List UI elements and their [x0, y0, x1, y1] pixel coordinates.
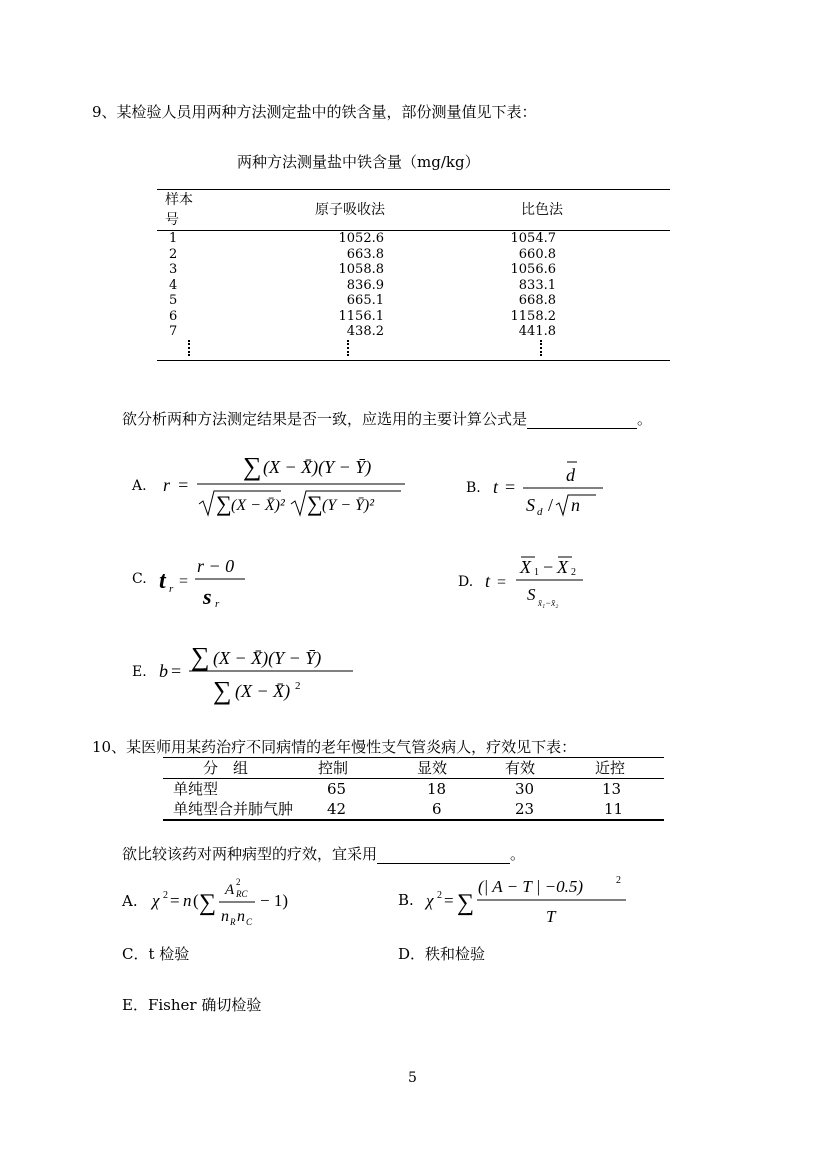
cell-effective: 30 — [515, 780, 535, 798]
svg-text:X: X — [520, 557, 532, 577]
answer-blank[interactable] — [377, 845, 510, 864]
svg-text:A: A — [224, 882, 234, 898]
cell-near-control: 11 — [571, 799, 664, 820]
svg-text:=: = — [497, 574, 507, 591]
cell-group: 单纯型合并肺气肿 — [163, 799, 313, 820]
svg-text:=: = — [504, 477, 515, 497]
cell-colorimetric: 660.8 — [518, 246, 556, 262]
option-label: C. — [132, 571, 147, 587]
cell-aas: 1058.8 — [338, 262, 384, 277]
svg-text:2: 2 — [615, 875, 621, 886]
option-label: E. — [132, 664, 147, 680]
question-9-prompt — [122, 408, 652, 429]
svg-text:(X − X̄)(Y − Ȳ): (X − X̄)(Y − Ȳ) — [262, 456, 371, 477]
q10-option-d[interactable]: D．秩和检验 — [398, 945, 486, 963]
cell-sample: 2 — [169, 246, 178, 262]
svg-text:n: n — [220, 908, 229, 925]
two-sample-t-formula-graphic — [483, 551, 603, 613]
svg-text:S: S — [527, 585, 536, 604]
question-text: 欲分析两种方法测定结果是否一致，应选用的主要计算公式是 — [122, 410, 528, 428]
svg-text:r: r — [168, 583, 173, 595]
option-label: D. — [458, 574, 474, 590]
table-header-row — [157, 190, 670, 231]
answer-blank[interactable] — [527, 410, 637, 429]
header-marked: 显效 — [399, 758, 485, 779]
q10-option-b[interactable] — [398, 870, 640, 930]
header-sample: 样本号 — [157, 190, 197, 231]
svg-text:RC: RC — [235, 889, 248, 899]
svg-text:(: ( — [192, 891, 199, 910]
svg-text:(X − X̄): (X − X̄) — [234, 681, 290, 701]
table-row — [157, 278, 670, 294]
efficacy-table — [163, 757, 664, 821]
svg-text:R: R — [229, 917, 236, 927]
cell-aas: 665.1 — [346, 293, 384, 308]
svg-text:2: 2 — [571, 567, 577, 578]
page-number: 5 — [408, 1070, 417, 1086]
paired-t-formula-graphic — [491, 455, 611, 521]
table-caption: 两种方法测量盐中铁含量（mg/kg） — [237, 153, 480, 171]
cell-control: 42 — [313, 799, 399, 820]
option-label: B. — [398, 891, 414, 909]
table-row — [157, 247, 670, 263]
cell-aas: 836.9 — [346, 277, 384, 293]
svg-text:d: d — [536, 506, 543, 518]
svg-text:1: 1 — [534, 567, 540, 578]
svg-text:(| A − T | −0.5): (| A − T | −0.5) — [477, 877, 583, 896]
svg-text:∑: ∑ — [306, 490, 323, 516]
cell-colorimetric: 1158.2 — [510, 308, 556, 324]
vertical-ellipsis-icon — [347, 340, 351, 356]
svg-text:t: t — [485, 571, 491, 591]
svg-text:2: 2 — [436, 890, 442, 901]
question-text: 欲比较该药对两种病型的疗效，宜采用 — [122, 845, 378, 863]
svg-text:=: = — [170, 661, 181, 681]
chi-square-rxc-formula-graphic — [146, 872, 346, 930]
q9-option-b[interactable] — [466, 453, 611, 523]
svg-text:x̄₁−x̄₂: x̄₁−x̄₂ — [538, 598, 559, 608]
svg-text:r: r — [214, 598, 219, 610]
svg-text:=: = — [443, 891, 454, 910]
table-row — [163, 799, 664, 820]
svg-text:t: t — [492, 477, 498, 497]
svg-text:−: − — [543, 557, 554, 577]
option-label: B. — [466, 480, 481, 496]
cell-colorimetric: 1056.6 — [510, 262, 556, 277]
cell-group: 单纯型 — [173, 780, 219, 798]
table-ellipsis-row — [157, 340, 670, 361]
correlation-t-formula-graphic — [157, 548, 267, 610]
svg-text:=: = — [176, 474, 189, 495]
table-row — [157, 324, 670, 340]
cell-marked: 6 — [399, 799, 485, 820]
cell-control: 65 — [327, 780, 347, 798]
option-label: A. — [132, 478, 147, 494]
cell-sample: 1 — [169, 231, 178, 246]
svg-text:/: / — [547, 495, 553, 515]
svg-text:=: = — [169, 891, 180, 910]
end-mark: 。 — [510, 845, 526, 863]
cell-aas: 663.8 — [346, 246, 384, 262]
svg-text:(Y − Ȳ)²: (Y − Ȳ)² — [321, 496, 374, 514]
iron-content-table — [157, 189, 670, 361]
svg-text:∑: ∑ — [198, 890, 216, 916]
svg-text:n: n — [182, 891, 192, 910]
header-effective: 有效 — [485, 758, 571, 779]
svg-text:χ: χ — [151, 891, 160, 910]
question-9-stem: 9、某检验人员用两种方法测定盐中的铁含量，部份测量值见下表： — [92, 103, 537, 121]
table-row — [157, 293, 670, 309]
svg-text:2: 2 — [235, 877, 241, 887]
table-row — [163, 779, 664, 800]
svg-text:r − 0: r − 0 — [196, 556, 234, 576]
svg-text:t: t — [158, 568, 166, 594]
svg-text:=: = — [178, 573, 188, 590]
q9-option-a[interactable] — [132, 450, 411, 522]
question-10-prompt — [122, 843, 525, 864]
cell-effective: 23 — [485, 799, 571, 820]
svg-text:∑: ∑ — [215, 490, 232, 516]
header-near-control: 近控 — [571, 758, 664, 779]
svg-text:χ: χ — [425, 891, 434, 910]
header-group: 分 组 — [163, 758, 313, 779]
q9-option-d[interactable] — [458, 550, 603, 614]
cell-sample: 3 — [169, 262, 178, 277]
header-colorimetric: 比色法 — [424, 190, 670, 231]
cell-marked: 18 — [427, 780, 447, 798]
chi-square-corrected-formula-graphic — [420, 870, 640, 930]
svg-text:2: 2 — [162, 890, 168, 901]
table-row — [157, 231, 670, 247]
svg-text:s: s — [202, 584, 212, 609]
cell-aas: 1156.1 — [338, 308, 384, 324]
svg-text:d: d — [565, 465, 575, 485]
cell-colorimetric: 441.8 — [518, 324, 556, 339]
question-10-stem: 10、某医师用某药治疗不同病情的老年慢性支气管炎病人，疗效见下表： — [92, 738, 577, 756]
svg-text:(X − X̄)(Y − Ȳ): (X − X̄)(Y − Ȳ) — [212, 648, 321, 668]
svg-text:∑: ∑ — [456, 890, 474, 916]
table-header-row — [163, 758, 664, 779]
cell-sample: 7 — [169, 324, 178, 339]
svg-text:∑: ∑ — [242, 451, 262, 481]
end-mark: 。 — [637, 410, 653, 428]
cell-aas: 1052.6 — [338, 231, 384, 246]
cell-sample: 5 — [169, 293, 178, 308]
vertical-ellipsis-icon — [188, 340, 192, 356]
regression-b-formula-graphic — [157, 637, 357, 707]
svg-text:n: n — [236, 908, 245, 925]
cell-aas: 438.2 — [346, 324, 384, 339]
svg-text:T: T — [545, 907, 556, 926]
q9-option-e[interactable] — [132, 636, 357, 708]
cell-sample: 4 — [169, 277, 178, 293]
formula-correlation — [161, 449, 411, 524]
q10-option-c[interactable]: C．t 检验 — [122, 945, 190, 963]
vertical-ellipsis-icon — [540, 340, 544, 356]
svg-text:S: S — [525, 495, 535, 515]
cell-near-control: 13 — [602, 780, 622, 798]
svg-text:X: X — [557, 557, 569, 577]
svg-text:− 1): − 1) — [259, 891, 288, 910]
correlation-formula-graphic — [161, 449, 411, 519]
q9-option-c[interactable] — [132, 547, 267, 611]
svg-text:r: r — [162, 474, 170, 495]
cell-colorimetric: 1054.7 — [510, 231, 556, 246]
svg-text:n: n — [570, 495, 580, 515]
svg-text:∑: ∑ — [212, 676, 232, 705]
option-label: A. — [122, 892, 138, 910]
cell-sample: 6 — [169, 308, 178, 324]
q10-option-e[interactable]: E．Fisher 确切检验 — [122, 996, 262, 1014]
header-aas: 原子吸收法 — [197, 190, 424, 231]
header-control: 控制 — [313, 758, 399, 779]
svg-text:b: b — [158, 661, 168, 681]
q10-option-a[interactable] — [122, 872, 346, 930]
table-row — [157, 262, 670, 278]
cell-colorimetric: 833.1 — [518, 277, 556, 293]
table-row — [157, 309, 670, 325]
svg-text:C: C — [245, 917, 252, 927]
svg-text:∑: ∑ — [190, 642, 210, 671]
cell-colorimetric: 668.8 — [518, 293, 556, 308]
svg-text:2: 2 — [294, 680, 301, 692]
svg-text:(X − X̄)²: (X − X̄)² — [230, 496, 285, 514]
